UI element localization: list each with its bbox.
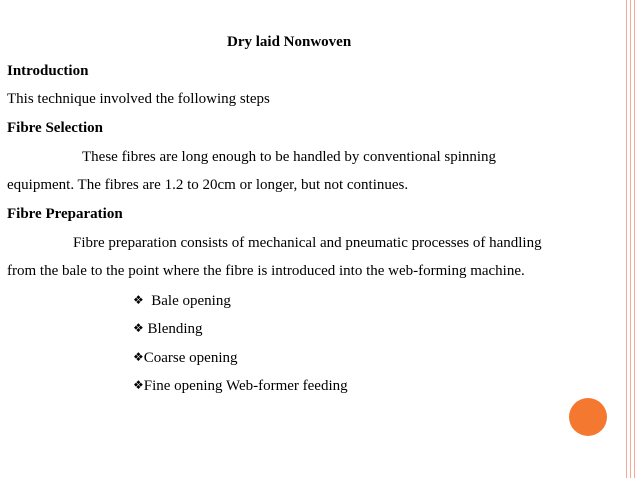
bullet-item: [133, 348, 238, 367]
fibre-preparation-text-line1: Fibre preparation consists of mechanical and pneumatic processes of handling: [73, 235, 542, 251]
bullet-text: Blending: [143, 321, 203, 337]
diamond-bullet-icon: ❖: [133, 321, 144, 335]
introduction-heading: Introduction: [7, 63, 89, 79]
fibre-preparation-heading: Fibre Preparation: [7, 206, 123, 222]
fibre-selection-text-line2: equipment. The fibres are 1.2 to 20cm or longer, but not continues.: [7, 177, 409, 193]
bullet-item: [133, 291, 231, 310]
bullet-text: Bale opening: [143, 293, 231, 309]
bullet-text: Fine opening Web-former feeding: [143, 378, 348, 394]
diamond-bullet-icon: ❖: [133, 378, 144, 392]
decorative-circle: [569, 398, 607, 436]
bullet-item: [133, 376, 348, 395]
fibre-selection-heading: Fibre Selection: [7, 120, 103, 136]
diamond-bullet-icon: ❖: [133, 350, 144, 364]
fibre-preparation-text-line2: from the bale to the point where the fibre is introduced into the web-forming machine.: [7, 263, 525, 279]
introduction-text: This technique involved the following steps: [7, 91, 270, 107]
right-border-line: [626, 0, 627, 478]
slide-title: Dry laid Nonwoven: [227, 34, 352, 50]
bullet-text: Coarse opening: [143, 350, 238, 366]
right-border-line: [630, 0, 631, 478]
diamond-bullet-icon: ❖: [133, 293, 144, 307]
right-border-line: [634, 0, 635, 478]
fibre-selection-text-line1: These fibres are long enough to be handled by conventional spinning: [82, 149, 497, 165]
bullet-item: [133, 319, 203, 338]
